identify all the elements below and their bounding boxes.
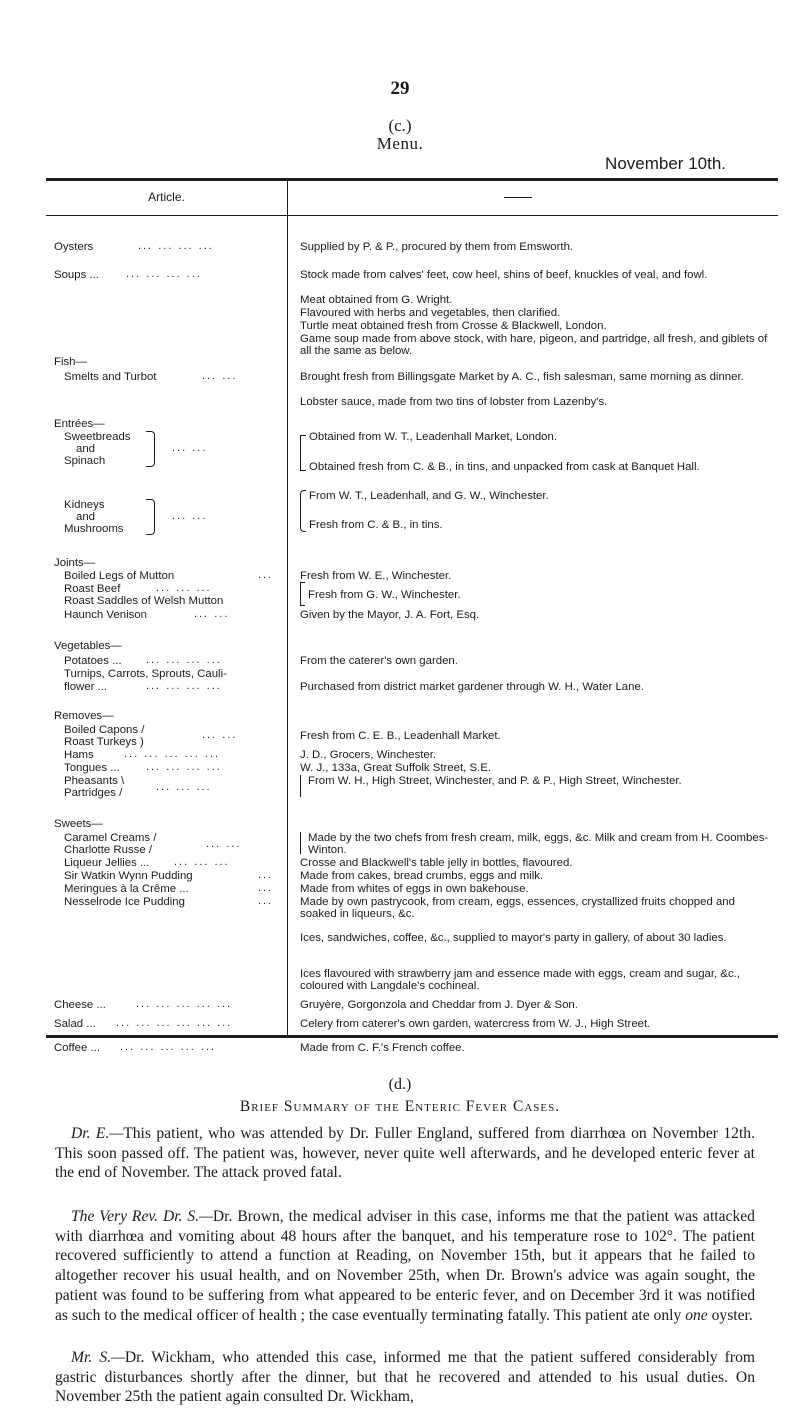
leader: ... ... <box>194 608 230 620</box>
leader: ... ... ... <box>156 582 212 594</box>
detail-sir-watkin: Made from cakes, bread crumbs, eggs and milk. <box>300 870 544 882</box>
leader: ... ... <box>202 370 238 382</box>
leader: ... <box>258 895 274 907</box>
detail-coffee: Made from C. F.'s French coffee. <box>300 1042 465 1054</box>
detail-ices-party: Ices, sandwiches, coffee, &c., supplied to mayor's party in gallery, of about 30 ladies. <box>300 932 727 944</box>
detail-hams: J. D., Grocers, Winchester. <box>300 749 437 761</box>
article-smelts-turbot: Smelts and Turbot <box>64 371 157 383</box>
brace-right <box>146 499 155 535</box>
detail-mushrooms: Fresh from C. & B., in tins. <box>309 519 443 531</box>
leader: ... ... ... ... ... <box>136 998 233 1010</box>
leader: ... ... <box>206 838 242 850</box>
brace-right <box>146 431 155 467</box>
article-meringues: Meringues à la Crême ... <box>64 883 189 895</box>
article-soups: Soups ... <box>54 269 99 281</box>
header-details-dash <box>504 197 532 198</box>
leader: ... ... <box>202 729 238 741</box>
article-mushrooms: Mushrooms <box>64 523 124 535</box>
article-kidneys: Kidneys <box>64 499 105 511</box>
table-top-rule <box>46 178 778 181</box>
paragraph-tail: oyster. <box>707 1306 753 1324</box>
paragraph-mr-s <box>55 1348 755 1407</box>
patient-name: Dr. E.— <box>71 1125 124 1142</box>
article-charlotte: Charlotte Russe / <box>64 844 152 856</box>
leader: ... ... ... <box>174 856 230 868</box>
heading-removes: Removes— <box>54 710 114 722</box>
detail-oysters: Supplied by P. & P., procured by them from Emsworth. <box>300 241 574 253</box>
heading-sweets: Sweets— <box>54 818 103 830</box>
paragraph-dr-e <box>55 1124 755 1183</box>
detail-mutton: Fresh from W. E., Winchester. <box>300 570 452 582</box>
article-pheasants: Pheasants \ <box>64 775 125 787</box>
table-bottom-rule <box>46 1035 778 1038</box>
column-divider <box>287 178 288 1036</box>
leader: ... ... ... ... <box>146 680 222 692</box>
detail-soups-meat: Meat obtained from G. Wright. <box>300 294 453 306</box>
detail-venison: Given by the Mayor, J. A. Fort, Esq. <box>300 609 480 621</box>
brace-left <box>300 582 305 606</box>
article-cheese: Cheese ... <box>54 999 106 1011</box>
detail-fish: Brought fresh from Billingsgate Market by A. C., fish salesman, same morning as dinner. <box>300 371 744 383</box>
article-partridges: Partridges / <box>64 787 123 799</box>
heading-vegetables: Vegetables— <box>54 640 122 652</box>
leader: ... ... <box>172 442 208 454</box>
detail-meringues: Made from whites of eggs in own bakehouse. <box>300 883 529 895</box>
paragraph-very-rev <box>55 1207 755 1325</box>
article-and: and <box>76 511 96 523</box>
table-header-rule <box>46 215 778 216</box>
article-nesselrode: Nesselrode Ice Pudding <box>64 896 185 908</box>
article-roast-beef: Roast Beef <box>64 583 121 595</box>
menu-date: November 10th. <box>605 154 726 173</box>
detail-turnips: Purchased from district market gardener through W. H., Water Lane. <box>300 681 644 693</box>
detail-capons: Fresh from C. E. B., Leadenhall Market. <box>300 730 501 742</box>
article-spinach: Spinach <box>64 455 106 467</box>
patient-name: Mr. S.— <box>71 1349 125 1366</box>
article-turnips: Turnips, Carrots, Sprouts, Cauli- <box>64 668 227 680</box>
detail-sweetbreads: Obtained from W. T., Leadenhall Market, London. <box>309 431 557 443</box>
article-coffee: Coffee ... <box>54 1042 101 1054</box>
emphasis: one <box>685 1306 708 1324</box>
heading-fish: Fish— <box>54 356 87 368</box>
article-sir-watkin: Sir Watkin Wynn Pudding <box>64 870 193 882</box>
brace-left <box>300 435 306 471</box>
leader: ... ... ... ... <box>138 240 214 252</box>
heading-entrees: Entrées— <box>54 418 105 430</box>
detail-tongues: W. J., 133a, Great Suffolk Street, S.E. <box>300 762 491 774</box>
article-mutton: Boiled Legs of Mutton <box>64 570 175 582</box>
header-article: Article. <box>148 190 185 204</box>
section-c-label: (c.) <box>388 116 412 135</box>
article-cauliflower: flower ... <box>64 681 108 693</box>
detail-spinach: Obtained fresh from C. & B., in tins, and unpacked from cask at Banquet Hall. <box>309 461 700 473</box>
patient-name: The Very Rev. Dr. S.— <box>71 1208 213 1225</box>
leader: ... <box>258 882 274 894</box>
leader: ... ... ... ... <box>146 654 222 666</box>
leader: ... ... ... ... ... <box>124 748 221 760</box>
paragraph-text: This patient, who was attended by Dr. Fuller England, suffered from diarrhœa on November 12th. This soon passed off. The patient was, however, never quite well afterwards, and he developed enteric fever at the end of November. The attack proved fatal. <box>55 1125 756 1182</box>
article-and: and <box>76 443 96 455</box>
detail-soups-stock: Stock made from calves' feet, cow heel, shins of beef, knuckles of veal, and fowl. <box>300 269 708 281</box>
article-turkeys: Roast Turkeys ) <box>64 736 144 748</box>
paragraph-text: Dr. Brown, the medical adviser in this case, informs me that the patient was attacked with diarrhœa and vomiting about 48 hours after the banquet, and his temperature rose to 102°. The patient recovered sufficiently to attend a function at Reading, on November 15th, but it appears that he failed to altogether recover his usual health, and on November 25th, when Dr. Brown's advice was again sought, the patient was found to be suffering from what appeared to be enteric fever, and on December 3rd it was notified as such to the medical officer of health ; the case eventually terminating fatally. This patient ate only <box>55 1208 755 1324</box>
article-welsh-mutton: Roast Saddles of Welsh Mutton <box>64 595 224 607</box>
article-potatoes: Potatoes ... <box>64 655 122 667</box>
article-liqueur: Liqueur Jellies ... <box>64 857 150 869</box>
leader: ... <box>258 569 274 581</box>
article-salad: Salad ... <box>54 1018 96 1030</box>
detail-soups-turtle: Turtle meat obtained fresh from Crosse & Blackwell, London. <box>300 320 607 332</box>
brace-left <box>300 832 305 854</box>
menu-table <box>46 178 778 1038</box>
article-caramel: Caramel Creams / <box>64 832 157 844</box>
section-d-label: (d.) <box>388 1076 412 1093</box>
detail-soups-game: Game soup made from above stock, with hare, pigeon, and partridge, all fresh, and giblets of all the same as below. <box>300 333 768 358</box>
detail-cheese: Gruyère, Gorgonzola and Cheddar from J. Dyer & Son. <box>300 999 578 1011</box>
leader: ... ... ... ... <box>126 268 202 280</box>
detail-liqueur: Crosse and Blackwell's table jelly in bottles, flavoured. <box>300 857 573 869</box>
detail-kidneys: From W. T., Leadenhall, and G. W., Winchester. <box>309 490 549 502</box>
page-number: 29 <box>390 78 410 99</box>
leader: ... ... ... ... ... ... <box>116 1017 233 1029</box>
leader: ... ... ... <box>156 781 212 793</box>
article-oysters: Oysters <box>54 241 94 253</box>
detail-roast-beef: Fresh from G. W., Winchester. <box>308 589 461 601</box>
detail-potatoes: From the caterer's own garden. <box>300 655 458 667</box>
detail-nesselrode: Made by own pastrycook, from cream, eggs, essences, crystallized fruits chopped and soaked in liqueurs, &c. <box>300 896 735 921</box>
article-tongues: Tongues ... <box>64 762 120 774</box>
detail-pheasants: From W. H., High Street, Winchester, and P. & P., High Street, Winchester. <box>308 775 682 787</box>
article-hams: Hams <box>64 749 94 761</box>
detail-ices-flavoured: Ices flavoured with strawberry jam and essence made with eggs, cream and sugar, &c., coloured with Langdale's cochineal. <box>300 968 741 993</box>
brace-left <box>300 490 306 532</box>
detail-caramel: Made by the two chefs from fresh cream, milk, eggs, &c. Milk and cream from H. Coombes-Winton. <box>308 832 769 857</box>
paragraph-text: Dr. Wickham, who attended this case, informed me that the patient suffered considerably from gastric disturbances shortly after the dinner, but that he recovered and attended to his usual duties. On November 25th the patient again consulted Dr. Wickham, <box>55 1349 755 1406</box>
section-c-title: Menu. <box>376 134 424 153</box>
detail-lobster-sauce: Lobster sauce, made from two tins of lobster from Lazenby's. <box>300 396 608 408</box>
detail-salad: Celery from caterer's own garden, watercress from W. J., High Street. <box>300 1018 651 1030</box>
article-capons: Boiled Capons / <box>64 724 145 736</box>
leader: ... <box>258 869 274 881</box>
leader: ... ... <box>172 510 208 522</box>
heading-joints: Joints— <box>54 557 96 569</box>
article-venison: Haunch Venison <box>64 609 147 621</box>
article-sweetbreads: Sweetbreads <box>64 431 131 443</box>
section-d-title: Brief Summary of the Enteric Fever Cases. <box>239 1098 561 1115</box>
detail-soups-flavoured: Flavoured with herbs and vegetables, then clarified. <box>300 307 561 319</box>
brace-left <box>300 775 305 797</box>
leader: ... ... ... ... ... <box>120 1041 217 1053</box>
leader: ... ... ... ... <box>146 761 222 773</box>
